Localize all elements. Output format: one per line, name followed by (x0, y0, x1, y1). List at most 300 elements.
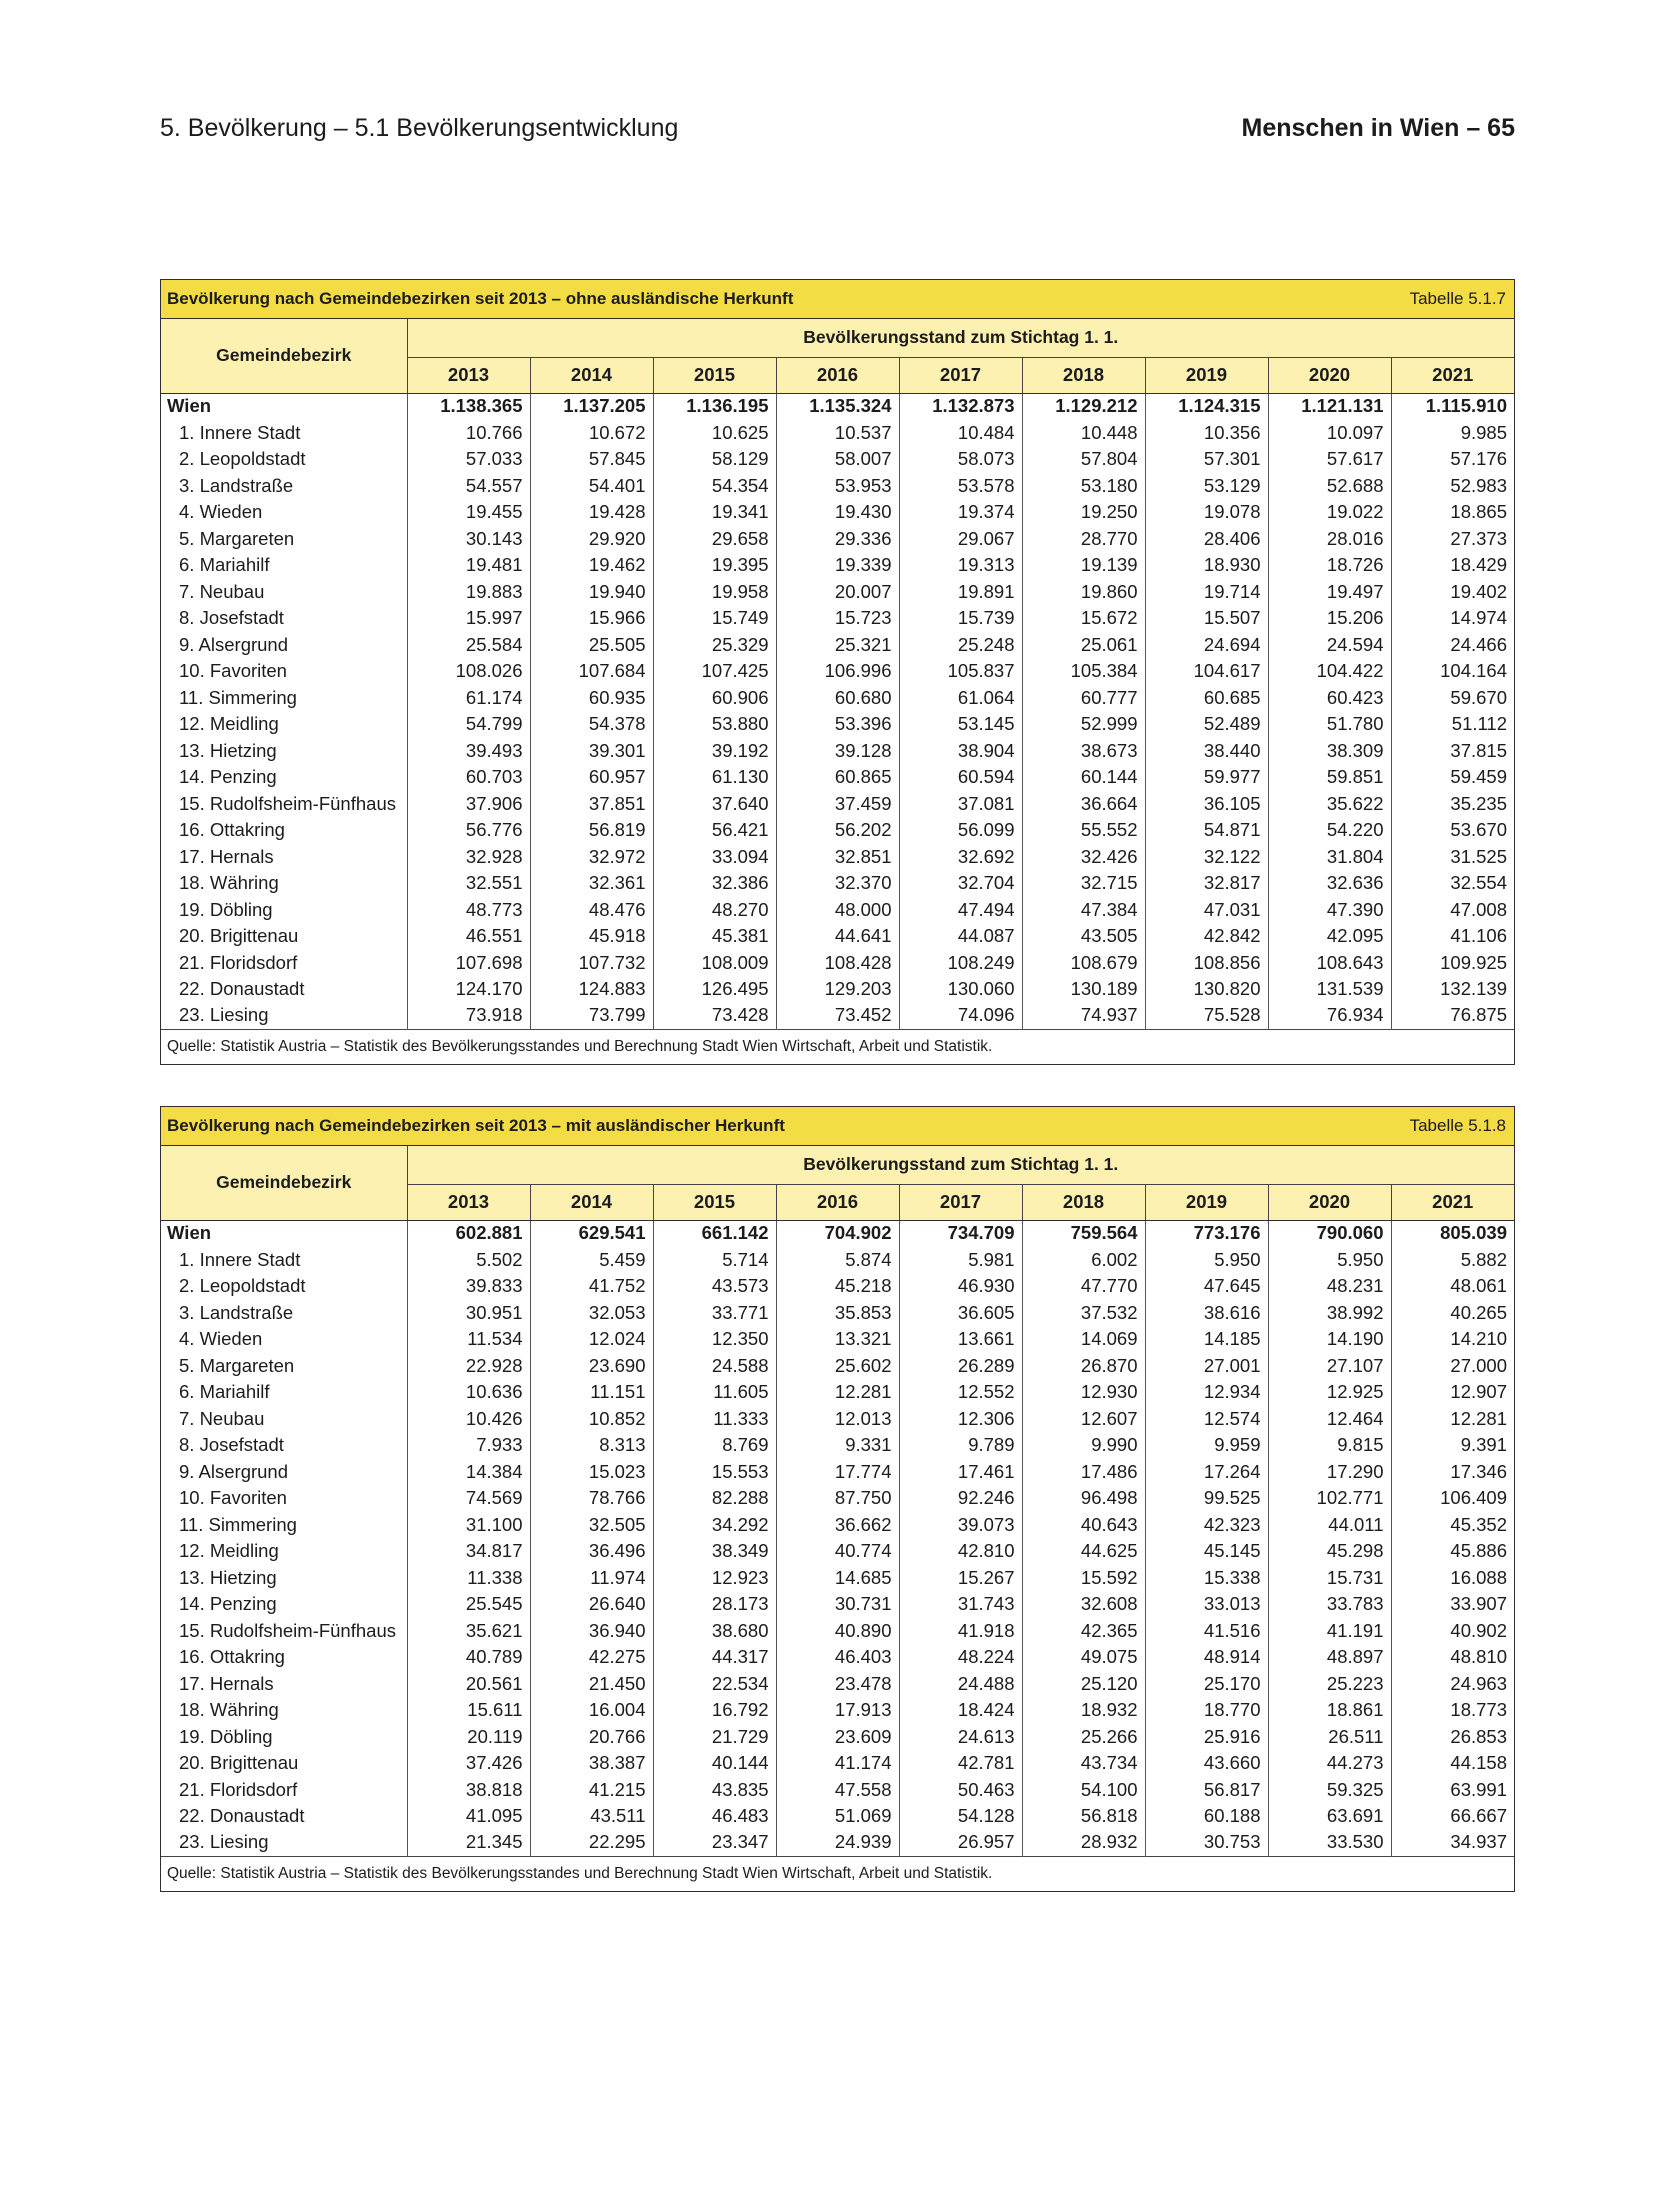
population-value: 18.424 (899, 1697, 1022, 1724)
population-value: 53.396 (776, 711, 899, 738)
population-value: 108.009 (653, 950, 776, 977)
population-value: 48.476 (530, 897, 653, 924)
population-value: 50.463 (899, 1777, 1022, 1804)
district-name: 10. Favoriten (161, 1485, 407, 1512)
population-value: 33.013 (1145, 1591, 1268, 1618)
population-value: 9.391 (1460, 1434, 1507, 1455)
population-value: 10.426 (407, 1406, 530, 1433)
district-name: 13. Hietzing (161, 738, 407, 765)
year-header-2013: 2013 (407, 357, 530, 393)
population-value: 47.031 (1145, 897, 1268, 924)
population-value: 46.930 (899, 1273, 1022, 1300)
population-value: 15.553 (653, 1459, 776, 1486)
population-value: 32.692 (899, 844, 1022, 871)
year-header-2020: 2020 (1268, 1184, 1391, 1220)
population-value: 14.190 (1268, 1326, 1391, 1353)
population-value: 47.008 (1450, 898, 1507, 920)
population-value: 1.136.195 (653, 393, 776, 420)
population-value: 49.075 (1022, 1644, 1145, 1671)
population-value: 129.203 (776, 976, 899, 1003)
population-value: 60.144 (1022, 764, 1145, 791)
district-name: 3. Landstraße (161, 1300, 407, 1327)
population-value: 18.726 (1268, 552, 1391, 579)
district-row (161, 499, 1514, 526)
district-row (161, 1273, 1514, 1300)
population-value: 19.139 (1022, 552, 1145, 579)
population-value: 40.144 (653, 1750, 776, 1777)
population-value: 53.180 (1022, 473, 1145, 500)
year-header-2016: 2016 (776, 1184, 899, 1220)
population-value: 28.770 (1022, 526, 1145, 553)
population-value: 18.930 (1145, 552, 1268, 579)
population-value: 32.361 (530, 870, 653, 897)
population-value: 42.095 (1268, 923, 1391, 950)
population-value: 38.616 (1145, 1300, 1268, 1327)
population-value: 45.918 (530, 923, 653, 950)
population-value: 44.158 (1450, 1752, 1507, 1773)
population-value: 54.128 (899, 1803, 1022, 1830)
population-value: 10.766 (407, 420, 530, 447)
population-value: 29.658 (653, 526, 776, 553)
population-value: 9.789 (899, 1432, 1022, 1459)
population-value: 25.170 (1145, 1671, 1268, 1698)
population-value: 24.613 (899, 1724, 1022, 1751)
column-group-header: Bevölkerungsstand zum Stichtag 1. 1. (407, 1146, 1514, 1184)
district-name: 2. Leopoldstadt (161, 446, 407, 473)
district-row (161, 817, 1514, 844)
population-value: 56.202 (776, 817, 899, 844)
district-row (161, 738, 1514, 765)
population-value: 42.275 (530, 1644, 653, 1671)
population-value: 1.115.910 (1425, 395, 1507, 417)
population-value: 41.752 (530, 1273, 653, 1300)
population-value: 51.069 (776, 1803, 899, 1830)
year-header-2016: 2016 (776, 357, 899, 393)
district-row (161, 1300, 1514, 1327)
district-row (161, 1591, 1514, 1618)
district-row (161, 1353, 1514, 1380)
district-row (161, 791, 1514, 818)
population-value: 1.121.131 (1268, 393, 1391, 420)
population-value: 18.773 (1450, 1699, 1507, 1720)
population-value: 47.558 (776, 1777, 899, 1804)
population-value: 7.933 (407, 1432, 530, 1459)
population-value: 60.865 (776, 764, 899, 791)
district-row (161, 1379, 1514, 1406)
population-value: 48.914 (1145, 1644, 1268, 1671)
district-name: 15. Rudolfsheim-Fünfhaus (161, 791, 407, 818)
population-value: 39.073 (899, 1512, 1022, 1539)
population-value: 48.000 (776, 897, 899, 924)
population-value: 56.817 (1145, 1777, 1268, 1804)
population-value: 12.607 (1022, 1406, 1145, 1433)
population-value: 43.511 (530, 1803, 653, 1830)
population-value: 130.820 (1145, 976, 1268, 1003)
population-value: 40.265 (1450, 1301, 1507, 1323)
population-value: 41.106 (1450, 925, 1507, 946)
population-value: 20.766 (530, 1724, 653, 1751)
population-value: 56.421 (653, 817, 776, 844)
population-value: 37.459 (776, 791, 899, 818)
population-value: 66.667 (1450, 1805, 1507, 1826)
population-value: 11.974 (530, 1565, 653, 1592)
population-value: 25.602 (776, 1353, 899, 1380)
population-value: 124.883 (530, 976, 653, 1003)
district-row (161, 1406, 1514, 1433)
population-value: 19.958 (653, 579, 776, 606)
population-value: 25.329 (653, 632, 776, 659)
population-value: 8.313 (530, 1432, 653, 1459)
district-row (161, 1485, 1514, 1512)
total-row (161, 393, 1514, 420)
district-name: 16. Ottakring (161, 817, 407, 844)
population-value: 108.249 (899, 950, 1022, 977)
population-value: 25.266 (1022, 1724, 1145, 1751)
population-value: 45.298 (1268, 1538, 1391, 1565)
population-value: 15.723 (776, 605, 899, 632)
population-value: 33.907 (1450, 1593, 1507, 1614)
year-header-2014: 2014 (530, 357, 653, 393)
district-name: 12. Meidling (161, 1538, 407, 1565)
population-value: 15.023 (530, 1459, 653, 1486)
population-value: 35.622 (1268, 791, 1391, 818)
population-value: 10.852 (530, 1406, 653, 1433)
district-row (161, 1432, 1514, 1459)
population-value: 602.881 (407, 1220, 530, 1247)
population-value: 24.488 (899, 1671, 1022, 1698)
population-value: 34.937 (1450, 1831, 1507, 1853)
population-value: 33.530 (1268, 1830, 1391, 1857)
district-name: 21. Floridsdorf (161, 1777, 407, 1804)
population-value: 5.459 (530, 1247, 653, 1274)
population-value: 60.685 (1145, 685, 1268, 712)
table-title-bar (161, 280, 1514, 319)
population-value: 12.574 (1145, 1406, 1268, 1433)
population-value: 11.534 (407, 1326, 530, 1353)
population-value: 57.176 (1450, 448, 1507, 469)
population-value: 1.135.324 (776, 393, 899, 420)
population-value: 12.907 (1450, 1381, 1507, 1402)
district-name: 7. Neubau (161, 579, 407, 606)
population-value: 43.660 (1145, 1750, 1268, 1777)
population-value: 107.684 (530, 658, 653, 685)
population-value: 5.950 (1145, 1247, 1268, 1274)
population-value: 35.621 (407, 1618, 530, 1645)
district-name: 11. Simmering (161, 685, 407, 712)
district-row (161, 658, 1514, 685)
population-value: 76.934 (1268, 1003, 1391, 1030)
population-value: 59.977 (1145, 764, 1268, 791)
district-name: 4. Wieden (161, 499, 407, 526)
population-value: 29.336 (776, 526, 899, 553)
population-value: 22.295 (530, 1830, 653, 1857)
year-header-2019: 2019 (1145, 1184, 1268, 1220)
population-value: 30.731 (776, 1591, 899, 1618)
population-value: 54.100 (1022, 1777, 1145, 1804)
district-name: 14. Penzing (161, 764, 407, 791)
population-value: 12.281 (1450, 1407, 1507, 1429)
population-value: 31.100 (407, 1512, 530, 1539)
population-value: 16.088 (1450, 1566, 1507, 1588)
population-value: 44.011 (1268, 1512, 1391, 1539)
population-value: 60.188 (1145, 1803, 1268, 1830)
table-title: Bevölkerung nach Gemeindebezirken seit 2013 – mit ausländischer Herkunft (167, 1116, 785, 1135)
population-value: 38.673 (1022, 738, 1145, 765)
population-value: 759.564 (1022, 1220, 1145, 1247)
population-value: 38.818 (407, 1777, 530, 1804)
population-value: 104.422 (1268, 658, 1391, 685)
population-value: 18.865 (1450, 501, 1507, 522)
population-value: 25.120 (1022, 1671, 1145, 1698)
population-value: 11.333 (653, 1406, 776, 1433)
population-value: 19.022 (1268, 499, 1391, 526)
population-value: 41.215 (530, 1777, 653, 1804)
population-value: 37.081 (899, 791, 1022, 818)
population-value: 47.770 (1022, 1273, 1145, 1300)
population-value: 5.882 (1460, 1248, 1507, 1270)
district-row (161, 1803, 1514, 1830)
district-name: 9. Alsergrund (161, 1459, 407, 1486)
population-value: 44.087 (899, 923, 1022, 950)
population-value: 10.448 (1022, 420, 1145, 447)
population-value: 36.940 (530, 1618, 653, 1645)
population-value: 32.554 (1450, 872, 1507, 893)
district-name: 8. Josefstadt (161, 605, 407, 632)
population-value: 26.511 (1268, 1724, 1391, 1751)
column-group-header: Bevölkerungsstand zum Stichtag 1. 1. (407, 319, 1514, 357)
table-title: Bevölkerung nach Gemeindebezirken seit 2013 – ohne ausländische Herkunft (167, 289, 794, 308)
population-value: 5.874 (776, 1247, 899, 1274)
table-number: Tabelle 5.1.7 (1409, 289, 1506, 308)
population-value: 28.932 (1022, 1830, 1145, 1857)
district-name: 19. Döbling (161, 897, 407, 924)
population-value: 26.640 (530, 1591, 653, 1618)
district-row (161, 1724, 1514, 1751)
population-value: 18.429 (1450, 554, 1507, 575)
population-value: 23.478 (776, 1671, 899, 1698)
year-header-2017: 2017 (899, 357, 1022, 393)
population-value: 19.341 (653, 499, 776, 526)
population-value: 53.578 (899, 473, 1022, 500)
population-value: 53.880 (653, 711, 776, 738)
population-value: 25.248 (899, 632, 1022, 659)
district-name: 13. Hietzing (161, 1565, 407, 1592)
population-value: 13.661 (899, 1326, 1022, 1353)
population-value: 41.191 (1268, 1618, 1391, 1645)
population-value: 16.004 (530, 1697, 653, 1724)
population-value: 40.643 (1022, 1512, 1145, 1539)
population-value: 60.594 (899, 764, 1022, 791)
population-value: 12.464 (1268, 1406, 1391, 1433)
district-row (161, 526, 1514, 553)
population-value: 48.061 (1450, 1275, 1507, 1296)
population-value: 15.338 (1145, 1565, 1268, 1592)
year-header-2015: 2015 (653, 357, 776, 393)
district-name: 12. Meidling (161, 711, 407, 738)
population-value: 32.122 (1145, 844, 1268, 871)
population-value: 24.939 (776, 1830, 899, 1857)
population-value: 19.462 (530, 552, 653, 579)
population-value: 9.815 (1268, 1432, 1391, 1459)
district-row (161, 473, 1514, 500)
population-value: 17.461 (899, 1459, 1022, 1486)
population-value: 44.641 (776, 923, 899, 950)
population-value: 37.532 (1022, 1300, 1145, 1327)
population-value: 41.918 (899, 1618, 1022, 1645)
population-value: 5.981 (899, 1247, 1022, 1274)
district-name: 6. Mariahilf (161, 1379, 407, 1406)
district-name: 11. Simmering (161, 1512, 407, 1539)
population-value: 32.817 (1145, 870, 1268, 897)
population-value: 56.819 (530, 817, 653, 844)
population-value: 27.000 (1450, 1354, 1507, 1376)
district-name: 16. Ottakring (161, 1644, 407, 1671)
population-value: 19.430 (776, 499, 899, 526)
population-value: 47.494 (899, 897, 1022, 924)
population-value: 11.605 (653, 1379, 776, 1406)
population-value: 76.875 (1450, 1004, 1507, 1026)
population-value: 60.906 (653, 685, 776, 712)
population-value: 23.347 (653, 1830, 776, 1857)
population-value: 48.231 (1268, 1273, 1391, 1300)
population-value: 38.904 (899, 738, 1022, 765)
population-value: 19.374 (899, 499, 1022, 526)
population-value: 40.890 (776, 1618, 899, 1645)
population-value: 17.913 (776, 1697, 899, 1724)
population-value: 704.902 (776, 1220, 899, 1247)
population-value: 21.450 (530, 1671, 653, 1698)
population-value: 23.690 (530, 1353, 653, 1380)
population-value: 30.143 (407, 526, 530, 553)
population-value: 43.835 (653, 1777, 776, 1804)
population-value: 39.128 (776, 738, 899, 765)
population-value: 56.099 (899, 817, 1022, 844)
population-value: 734.709 (899, 1220, 1022, 1247)
population-value: 46.551 (407, 923, 530, 950)
district-name: 20. Brigittenau (161, 1750, 407, 1777)
population-value: 9.985 (1460, 421, 1507, 443)
population-value: 130.060 (899, 976, 1022, 1003)
district-row (161, 897, 1514, 924)
district-name: 9. Alsergrund (161, 632, 407, 659)
population-value: 16.792 (653, 1697, 776, 1724)
population-value: 61.064 (899, 685, 1022, 712)
population-value: 805.039 (1440, 1222, 1507, 1244)
population-value: 32.928 (407, 844, 530, 871)
district-row (161, 950, 1514, 977)
population-value: 104.164 (1440, 660, 1507, 681)
population-value: 27.107 (1268, 1353, 1391, 1380)
population-value: 25.584 (407, 632, 530, 659)
population-value: 25.061 (1022, 632, 1145, 659)
population-value: 44.625 (1022, 1538, 1145, 1565)
population-value: 36.664 (1022, 791, 1145, 818)
population-value: 44.273 (1268, 1750, 1391, 1777)
population-value: 74.096 (899, 1003, 1022, 1030)
population-value: 52.999 (1022, 711, 1145, 738)
population-value: 48.224 (899, 1644, 1022, 1671)
district-name: 1. Innere Stadt (161, 1247, 407, 1274)
district-row (161, 1565, 1514, 1592)
source-note: Quelle: Statistik Austria – Statistik des Bevölkerungsstandes und Berechnung Stadt Wien Wirtschaft, Arbeit und Statistik. (161, 1029, 1514, 1064)
population-value: 28.016 (1268, 526, 1391, 553)
population-value: 32.608 (1022, 1591, 1145, 1618)
district-name: 20. Brigittenau (161, 923, 407, 950)
page-header (160, 110, 1515, 146)
population-value: 12.552 (899, 1379, 1022, 1406)
population-value: 11.151 (530, 1379, 653, 1406)
population-value: 25.505 (530, 632, 653, 659)
population-value: 57.617 (1268, 446, 1391, 473)
population-value: 1.132.873 (899, 393, 1022, 420)
population-value: 12.013 (776, 1406, 899, 1433)
population-value: 59.459 (1450, 766, 1507, 787)
population-table-with-foreign-origin (160, 1106, 1515, 1892)
population-value: 124.170 (407, 976, 530, 1003)
population-value: 17.774 (776, 1459, 899, 1486)
population-value: 48.773 (407, 897, 530, 924)
population-value: 54.354 (653, 473, 776, 500)
source-row (161, 1856, 1514, 1891)
population-value: 57.804 (1022, 446, 1145, 473)
source-row (161, 1029, 1514, 1064)
year-header-2014: 2014 (530, 1184, 653, 1220)
header-row-group (161, 319, 1514, 357)
population-value: 73.799 (530, 1003, 653, 1030)
population-value: 37.851 (530, 791, 653, 818)
population-value: 36.605 (899, 1300, 1022, 1327)
population-value: 42.323 (1145, 1512, 1268, 1539)
district-name: Wien (161, 1220, 407, 1247)
population-value: 1.137.205 (530, 393, 653, 420)
population-value: 59.670 (1450, 686, 1507, 708)
population-value: 58.007 (776, 446, 899, 473)
population-value: 10.484 (899, 420, 1022, 447)
population-value: 40.774 (776, 1538, 899, 1565)
population-value: 108.428 (776, 950, 899, 977)
population-value: 14.974 (1450, 607, 1507, 628)
population-value: 36.105 (1145, 791, 1268, 818)
population-value: 12.350 (653, 1326, 776, 1353)
population-value: 56.818 (1022, 1803, 1145, 1830)
district-row (161, 1538, 1514, 1565)
population-value: 43.573 (653, 1273, 776, 1300)
population-value: 32.851 (776, 844, 899, 871)
year-header-2021: 2021 (1391, 357, 1514, 393)
district-name: 19. Döbling (161, 1724, 407, 1751)
district-name: 22. Donaustadt (161, 1803, 407, 1830)
population-value: 60.703 (407, 764, 530, 791)
population-value: 54.220 (1268, 817, 1391, 844)
population-value: 9.959 (1145, 1432, 1268, 1459)
district-name: 5. Margareten (161, 526, 407, 553)
population-value: 15.267 (899, 1565, 1022, 1592)
district-name: 17. Hernals (161, 1671, 407, 1698)
population-value: 54.378 (530, 711, 653, 738)
population-value: 10.097 (1268, 420, 1391, 447)
population-value: 73.428 (653, 1003, 776, 1030)
population-value: 26.870 (1022, 1353, 1145, 1380)
population-value: 48.810 (1450, 1646, 1507, 1667)
district-row (161, 1003, 1514, 1030)
population-value: 132.139 (1440, 978, 1507, 999)
population-value: 29.920 (530, 526, 653, 553)
population-value: 46.403 (776, 1644, 899, 1671)
population-value: 15.507 (1145, 605, 1268, 632)
district-name: 2. Leopoldstadt (161, 1273, 407, 1300)
population-value: 96.498 (1022, 1485, 1145, 1512)
district-row (161, 1618, 1514, 1645)
